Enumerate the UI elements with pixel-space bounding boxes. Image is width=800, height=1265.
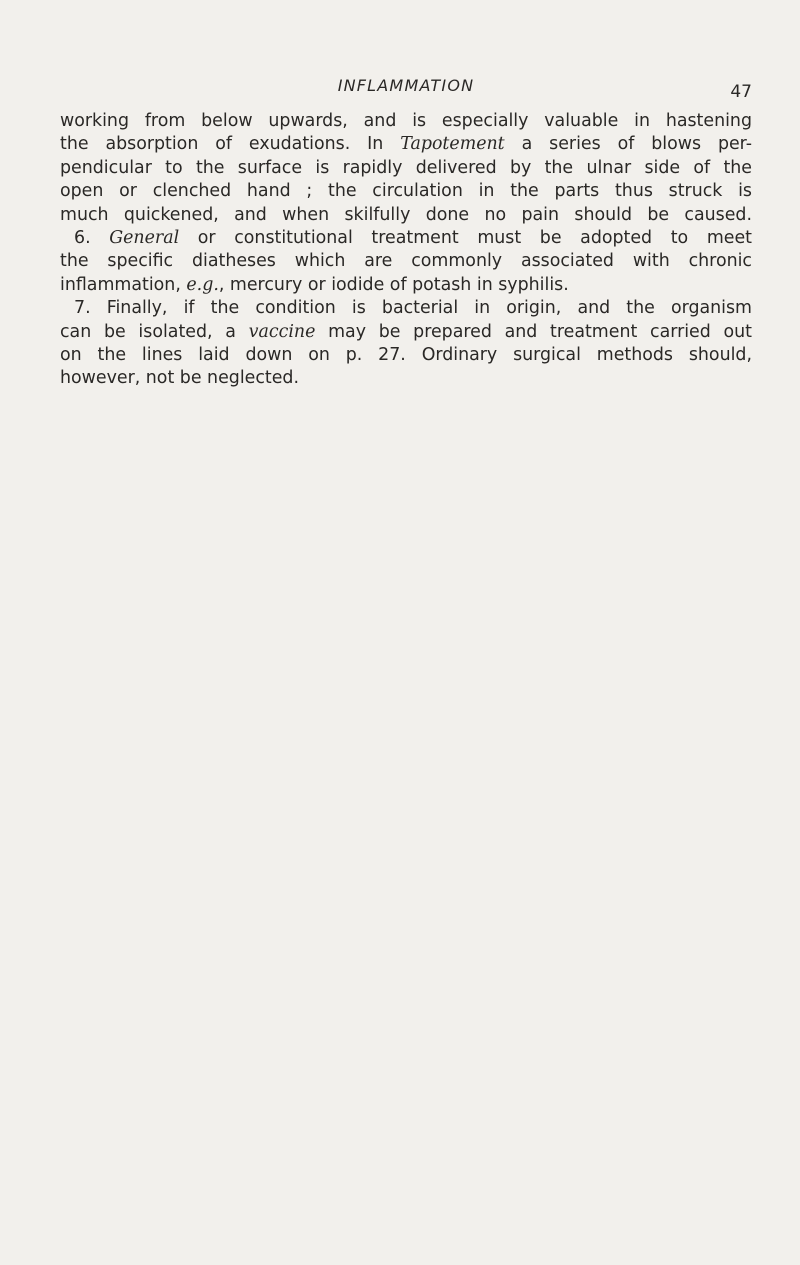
italic-term: Tapotement [400, 134, 505, 155]
text-run: 6. [74, 227, 110, 248]
text-run: may be prepared and treatment carried out [315, 321, 752, 342]
page-number: 47 [730, 82, 752, 102]
text-run: however, not be neglected. [60, 368, 299, 389]
text-run: , mercury or iodide of potash in syphilis. [218, 274, 569, 295]
text-run: or constitutional treatment must be adopted to meet [179, 227, 752, 248]
body-text [60, 110, 752, 391]
text-run: working from below upwards, and is especially valuable in hastening [60, 111, 752, 131]
italic-term: General [109, 227, 180, 248]
text-run: the specific diatheses which are commonly associated with chronic [60, 251, 752, 272]
text-line [60, 133, 752, 156]
text-line [60, 274, 752, 297]
text-run: a series of blows per- [504, 134, 752, 155]
text-run: much quickened, and when skilfully done no pain should be caused. [60, 204, 752, 225]
italic-term: vaccine [248, 321, 316, 342]
text-run: the absorption of exudations. In [60, 134, 401, 155]
text-line [60, 204, 752, 227]
text-line [60, 227, 752, 250]
text-run: inflammation, [60, 274, 187, 295]
text-line [60, 157, 752, 180]
text-line [60, 250, 752, 273]
text-line [60, 321, 752, 344]
text-run: on the lines laid down on p. 27. Ordinary surgical methods should, [60, 344, 752, 365]
text-line [60, 297, 752, 320]
running-title: INFLAMMATION [337, 76, 475, 95]
text-line [60, 180, 752, 203]
text-run: pendicular to the surface is rapidly delivered by the ulnar side of the [60, 157, 752, 178]
text-line [60, 367, 752, 390]
text-run: can be isolated, a [60, 321, 249, 342]
running-head [60, 76, 752, 102]
italic-term: e.g. [186, 274, 219, 295]
text-run: 7. Finally, if the condition is bacterial in origin, and the organism [74, 298, 752, 319]
text-line [60, 344, 752, 367]
text-run: open or clenched hand ; the circulation in the parts thus struck is [60, 181, 752, 202]
text-line [60, 110, 752, 133]
